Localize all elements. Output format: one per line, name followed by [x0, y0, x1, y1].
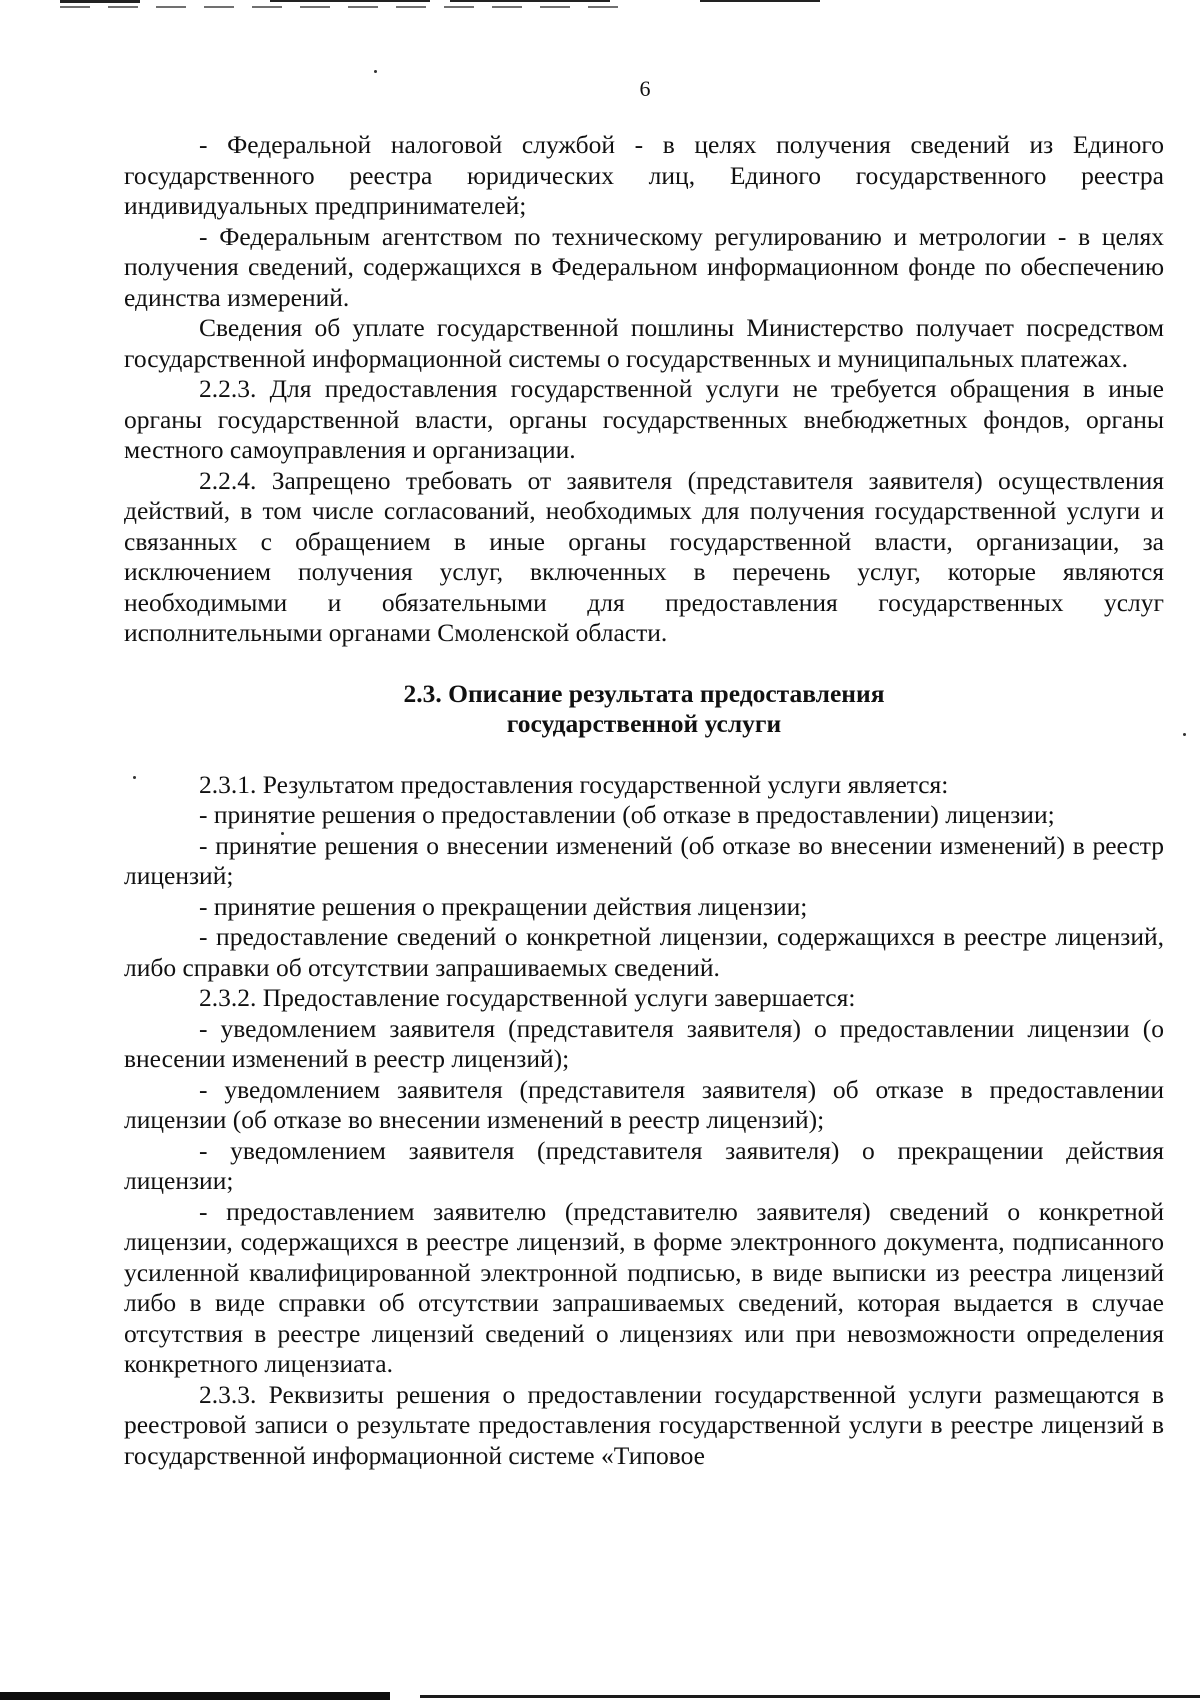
- section-heading-line-2: государственной услуги: [506, 709, 782, 738]
- scan-edge-top-mid: [270, 0, 430, 2]
- paragraph: Сведения об уплате государственной пошлины Министерство получает посредством государственной информационной системы о государственных и муниципальных платежах.: [124, 313, 1164, 373]
- scan-edge-bottom: [0, 1690, 1200, 1700]
- paragraph: 2.2.3. Для предоставления государственной услуги не требуется обращения в иные органы государственной власти, органы государственных внебюджетных фондов, органы местного самоуправления и организации.: [124, 374, 1164, 464]
- scan-edge-top-right: [700, 0, 820, 2]
- paragraph: - Федеральным агентством по техническому регулированию и метрологии - в целях получения сведений, содержащихся в Федеральном информационном фонде по обеспечению единства измерений.: [124, 221, 1164, 312]
- scan-edge-bottom-bar: [0, 1692, 390, 1700]
- list-item: - предоставлением заявителю (представителю заявителя) сведений о конкретной лицензии, содержащихся в реестре лицензий, в форме электронного документа, подписанного усиленной квалифицированной электронной подписью, в виде выписки из реестра лицензий либо в виде справки об отсутствии запрашиваемых сведений, которая выдается в случае отсутствия в реестре лицензий сведений о лицензиях или при невозможности определения конкретного лицензиата.: [124, 1196, 1164, 1378]
- paragraph: 2.3.2. Предоставление государственной услуги завершается:: [199, 983, 856, 1012]
- paragraph: 2.2.4. Запрещено требовать от заявителя (представителя заявителя) осуществления действий, в том числе согласований, необходимых для получения государственной услуги и связанных с обращением в иные органы государственной власти, организации, за исключением получения услуг, включенных в перечень услуг, которые являются необходимыми и обязательными для предоставления государственных услуг исполнительными органами Смоленской области.: [124, 465, 1164, 647]
- scan-edge-bottom-line: [420, 1695, 1200, 1698]
- scan-speck: [1183, 733, 1186, 736]
- list-item: - принятие решения о прекращении действия лицензии;: [199, 891, 808, 921]
- page-number: 6: [639, 76, 651, 101]
- scan-speck: [374, 70, 377, 73]
- list-item: - уведомлением заявителя (представителя заявителя) о прекращении действия лицензии;: [124, 1135, 1164, 1195]
- scan-dashes-top: [60, 6, 620, 8]
- list-item: - уведомлением заявителя (представителя заявителя) об отказе в предоставлении лицензии (об отказе во внесении изменений в реестр лицензий);: [124, 1074, 1164, 1134]
- scan-edge-top-center: [450, 0, 610, 2]
- scan-edge-top-left: [60, 0, 140, 3]
- section-heading: [124, 679, 1164, 740]
- list-item: - принятие решения о внесении изменений (об отказе во внесении изменений) в реестр лицензий;: [124, 830, 1164, 890]
- list-item: - предоставление сведений о конкретной лицензии, содержащихся в реестре лицензий, либо справки об отсутствии запрашиваемых сведений.: [124, 922, 1164, 982]
- paragraph: 2.3.1. Результатом предоставления государственной услуги является:: [199, 769, 949, 799]
- list-item: - уведомлением заявителя (представителя заявителя) о предоставлении лицензии (о внесении изменений в реестр лицензий);: [124, 1013, 1164, 1073]
- list-item: - принятие решения о предоставлении (об отказе в предоставлении) лицензии;: [199, 800, 1055, 829]
- paragraph: - Федеральной налоговой службой - в целях получения сведений из Единого государственного реестра юридических лиц, Единого государственного реестра индивидуальных предпринимателей;: [124, 130, 1164, 220]
- document-body: [124, 130, 1164, 1471]
- section-heading-line-1: 2.3. Описание результата предоставления: [403, 678, 885, 708]
- paragraph: 2.3.3. Реквизиты решения о предоставлении государственной услуги размещаются в реестровой записи о результате предоставления государственной услуги в реестре лицензий в государственной информационной системе «Типовое: [124, 1379, 1164, 1470]
